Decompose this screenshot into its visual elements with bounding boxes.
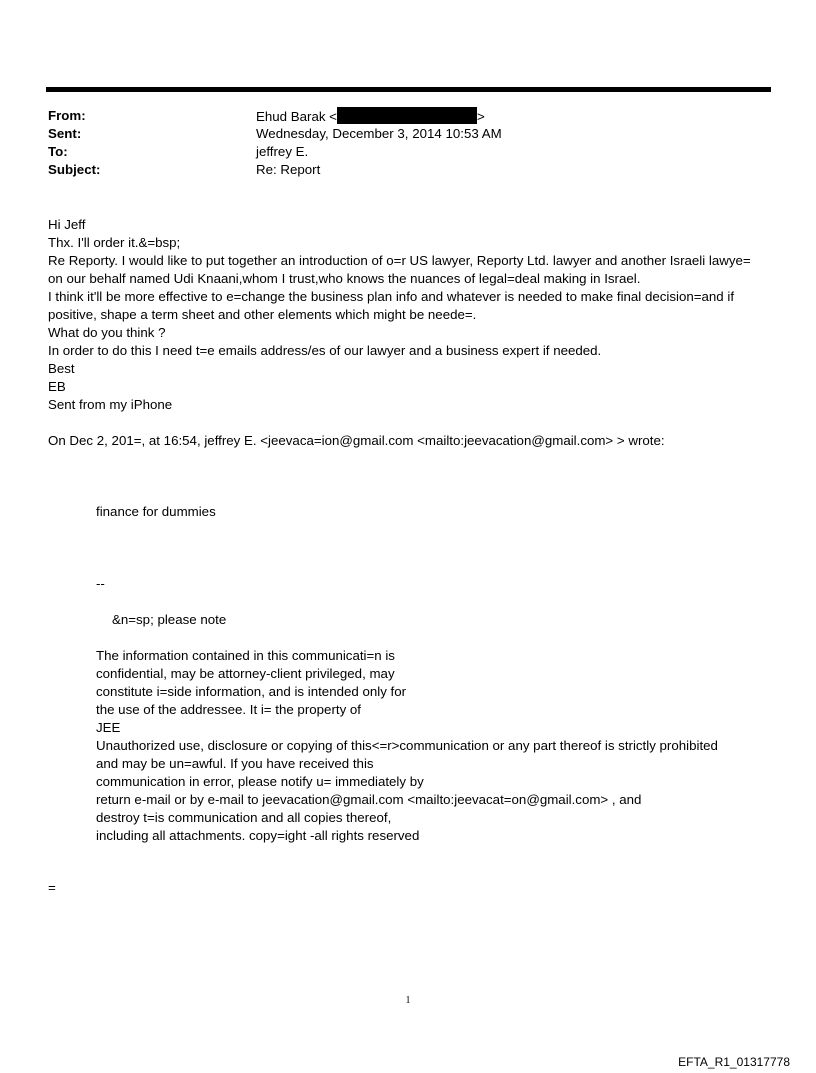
reply-attribution: On Dec 2, 201=, at 16:54, jeffrey E. <jeevaca=ion@gmail.com <mailto:jeevacation@gmail.com> > wrote: [48, 433, 665, 448]
disclaimer-line: confidential, may be attorney-client privileged, may [96, 666, 395, 681]
bates-number: EFTA_R1_01317778 [678, 1055, 790, 1069]
to-value: jeffrey E. [256, 144, 309, 159]
sent-value: Wednesday, December 3, 2014 10:53 AM [256, 126, 502, 141]
disclaimer-line: The information contained in this communicati=n is [96, 648, 395, 663]
page-number: 1 [405, 995, 411, 1006]
disclaimer-line: destroy t=is communication and all copies thereof, [96, 810, 392, 825]
disclaimer-line: constitute i=side information, and is intended only for [96, 684, 407, 699]
subject-label: Subject: [48, 162, 101, 177]
disclaimer-line: return e-mail or by e-mail to jeevacation@gmail.com <mailto:jeevacat=on@gmail.com> , and [96, 792, 642, 807]
email-body [48, 216, 773, 450]
signature-separator: -- [96, 576, 105, 591]
body-line: Re Reporty. I would like to put together an introduction of o=r US lawyer, Reporty Ltd. lawyer and another Israeli lawye= [48, 253, 751, 268]
header-divider [46, 87, 771, 92]
please-note: &n=sp; please note [112, 612, 227, 627]
disclaimer-line: Unauthorized use, disclosure or copying of this<=r>communication or any part thereof is strictly prohibited [96, 738, 718, 753]
body-line: Best [48, 361, 75, 376]
sender-name: Ehud Barak < [256, 109, 337, 124]
quoted-text: finance for dummies [96, 504, 216, 519]
redaction-block [337, 107, 477, 124]
body-line: on our behalf named Udi Knaani,whom I trust,who knows the nuances of legal=deal making in Israel. [48, 271, 641, 286]
body-line: What do you think ? [48, 325, 166, 340]
disclaimer-line: communication in error, please notify u= immediately by [96, 774, 424, 789]
disclaimer-line: the use of the addressee. It i= the property of [96, 702, 361, 717]
body-line: I think it'll be more effective to e=change the business plan info and whatever is needed to make final decision=and if [48, 289, 735, 304]
from-label: From: [48, 108, 86, 123]
disclaimer-line: including all attachments. copy=ight -all rights reserved [96, 828, 420, 843]
body-line: EB [48, 379, 66, 394]
body-line: Hi Jeff [48, 217, 86, 232]
disclaimer-line: and may be un=awful. If you have received this [96, 756, 374, 771]
disclaimer-line: JEE [96, 720, 121, 735]
trailing-char: = [48, 880, 56, 895]
from-value [256, 107, 485, 126]
sender-closing-bracket: > [476, 109, 485, 124]
body-line: positive, shape a term sheet and other elements which might be neede=. [48, 307, 477, 322]
body-line: Thx. I'll order it.&=bsp; [48, 235, 181, 250]
body-line: In order to do this I need t=e emails address/es of our lawyer and a business expert if needed. [48, 343, 602, 358]
body-line: Sent from my iPhone [48, 397, 173, 412]
disclaimer [96, 647, 718, 845]
subject-value: Re: Report [256, 162, 321, 177]
sent-label: Sent: [48, 126, 82, 141]
body-line [48, 414, 773, 432]
to-label: To: [48, 144, 68, 159]
